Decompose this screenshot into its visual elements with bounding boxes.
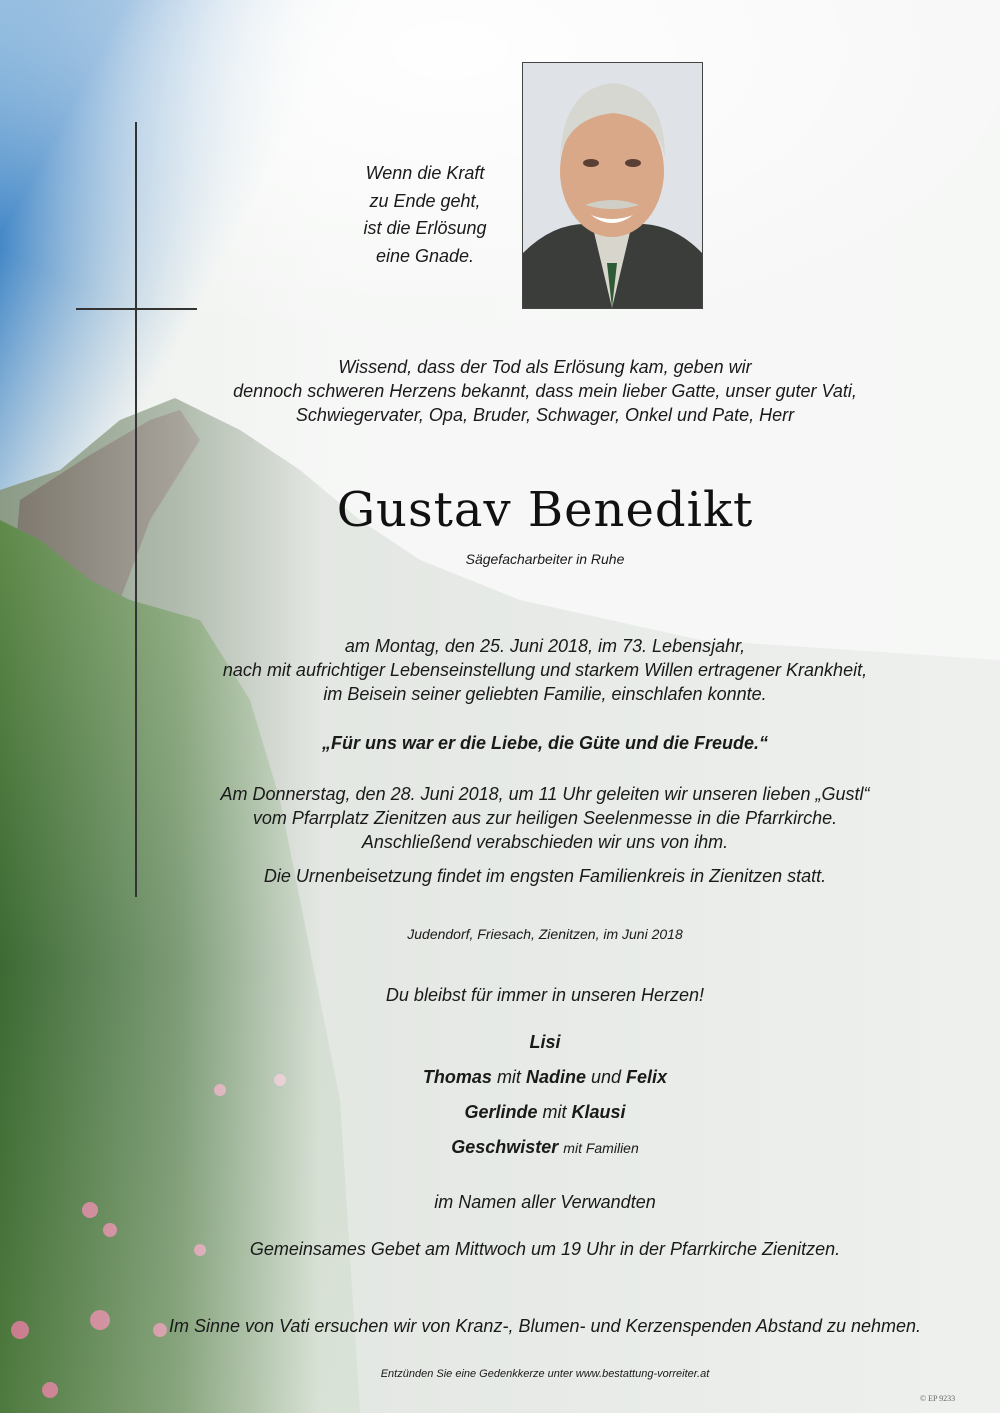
mourner-connector: mit Familien — [563, 1140, 639, 1156]
memorial-candle-note: Entzünden Sie eine Gedenkkerze unter www.bestattung-vorreiter.at — [380, 1368, 710, 1380]
motto: „Für uns war er die Liebe, die Güte und die Freude.“ — [321, 733, 769, 753]
death-notice-line: am Montag, den 25. Juni 2018, im 73. Lebensjahr, — [344, 636, 746, 656]
funeral-line: vom Pfarrplatz Zienitzen aus zur heiligen Seelenmesse in die Pfarrkirche. — [252, 808, 838, 828]
poem-line: eine Gnade. — [375, 245, 475, 266]
mourner-name: Geschwister — [451, 1137, 559, 1157]
mourner-connector: mit — [496, 1067, 521, 1087]
mourner-name: Nadine — [525, 1067, 586, 1087]
funeral-line: Anschließend verabschieden wir uns von ihm. — [361, 832, 729, 852]
mourner-row-gerlinde — [150, 1100, 940, 1124]
farewell: Du bleibst für immer in unseren Herzen! — [385, 985, 705, 1005]
urn-info: Die Urnenbeisetzung findet im engsten Familienkreis in Zienitzen statt. — [263, 866, 827, 886]
death-notice — [150, 634, 940, 706]
mourner-connector: und — [590, 1067, 622, 1087]
mourner-name: Felix — [626, 1067, 668, 1087]
place-date: Judendorf, Friesach, Zienitzen, im Juni 2018 — [407, 926, 683, 942]
donation-request: Im Sinne von Vati ersuchen wir von Kranz-, Blumen- und Kerzenspenden Abstand zu nehmen. — [168, 1316, 922, 1336]
cross-horizontal-bar — [76, 308, 197, 310]
mourner-name: Klausi — [571, 1102, 626, 1122]
intro-line: Schwiegervater, Opa, Bruder, Schwager, Onkel und Pate, Herr — [295, 405, 795, 425]
relatives: im Namen aller Verwandten — [434, 1192, 656, 1212]
mourner-name: Thomas — [422, 1067, 492, 1087]
mourner-row-thomas — [150, 1065, 940, 1089]
prayer-info: Gemeinsames Gebet am Mittwoch um 19 Uhr in der Pfarrkirche Zienitzen. — [249, 1239, 841, 1259]
deceased-title: Sägefacharbeiter in Ruhe — [465, 551, 625, 567]
poem-line: zu Ende geht, — [369, 190, 481, 211]
poem-line: ist die Erlösung — [363, 218, 487, 238]
mourner-name: Gerlinde — [464, 1102, 538, 1122]
intro-line: Wissend, dass der Tod als Erlösung kam, geben wir — [338, 357, 752, 377]
deceased-name: Gustav Benedikt — [336, 482, 754, 538]
print-code: © EP 9233 — [920, 1394, 956, 1403]
mourner-row-siblings — [150, 1135, 940, 1160]
poem-line: Wenn die Kraft — [365, 163, 485, 183]
death-notice-line: nach mit aufrichtiger Lebenseinstellung und starkem Willen ertragener Krankheit, — [222, 660, 868, 680]
cross-vertical-bar — [135, 122, 137, 897]
portrait-photo — [522, 62, 703, 309]
intro-text — [150, 355, 940, 427]
mourner-connector: mit — [542, 1102, 567, 1122]
mourner-lisi: Lisi — [529, 1032, 561, 1052]
funeral-line: Am Donnerstag, den 28. Juni 2018, um 11 Uhr geleiten wir unseren lieben „Gustl“ — [220, 784, 870, 804]
intro-line: dennoch schweren Herzens bekannt, dass mein lieber Gatte, unser guter Vati, — [233, 381, 857, 401]
funeral-info — [150, 782, 940, 854]
portrait-image — [523, 63, 702, 308]
poem — [330, 160, 520, 270]
death-notice-line: im Beisein seiner geliebten Familie, einschlafen konnte. — [323, 684, 767, 704]
